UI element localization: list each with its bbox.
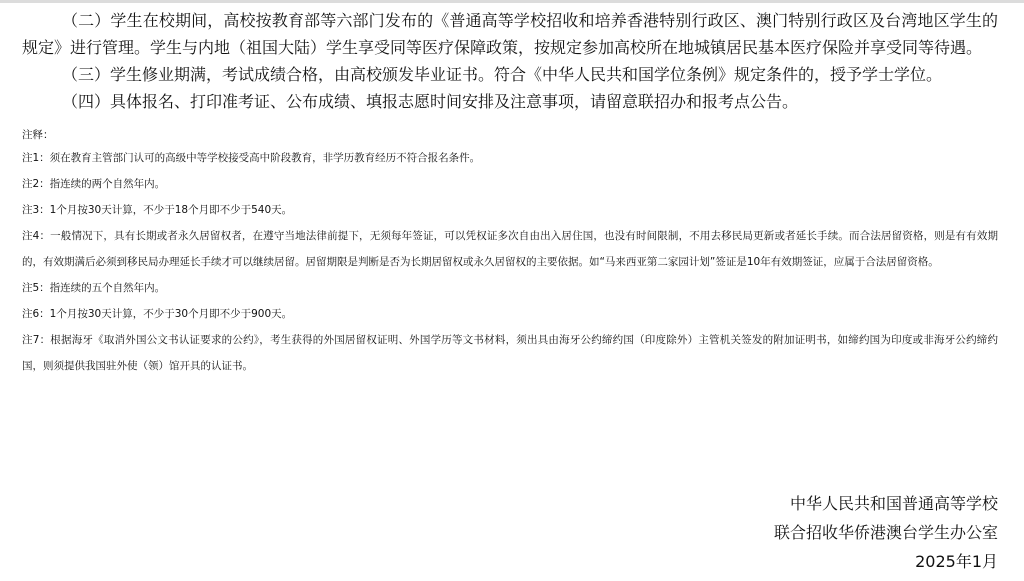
- notes-title: 注释：: [22, 129, 54, 141]
- paragraph-2: （二）学生在校期间，高校按教育部等六部门发布的《普通高等学校招收和培养香港特别行政区、澳门特别行政区及台湾地区学生的规定》进行管理。学生与内地（祖国大陆）学生享受同等医疗保障政策，按规定参加高校所在地城镇居民基本医疗保险并享受同等待遇。: [22, 11, 998, 57]
- note-7: 注7：根据海牙《取消外国公文书认证要求的公约》，考生获得的外国居留权证明、外国学历等文书材料，须出具由海牙公约缔约国（印度除外）主管机关签发的附加证明书，如缔约国为印度或非海牙公约缔约国，则须提供我国驻外使（领）馆开具的认证书。: [22, 334, 998, 372]
- note-2: 注2：指连续的两个自然年内。: [22, 178, 166, 190]
- note-4: 注4：一般情况下，具有长期或者永久居留权者，在遵守当地法律前提下，无须每年签证，可以凭权证多次自由出入居住国，也没有时间限制，不用去移民局更新或者延长手续。而合法居留资格，则是有有效期的，有效期满后必须到移民局办理延长手续才可以继续居留。居留期限是判断是否为长期居留权或永久居留权的主要依据。如“马来西亚第二家园计划”签证是10年有效期签证，应属于合法居留资格。: [22, 230, 998, 268]
- signature-org-line-2: 联合招收华侨港澳台学生办公室: [773, 523, 998, 542]
- signature-date: 2025年1月: [915, 552, 998, 571]
- paragraph-4: （四）具体报名、打印准考证、公布成绩、填报志愿时间安排及注意事项，请留意联招办和报考点公告。: [62, 92, 799, 111]
- note-5: 注5：指连续的五个自然年内。: [22, 282, 166, 294]
- note-6: 注6：1个月按30天计算，不少于30个月即不少于900天。: [22, 308, 293, 320]
- document-body: [22, 0, 998, 379]
- note-3: 注3：1个月按30天计算，不少于18个月即不少于540天。: [22, 204, 293, 216]
- signature-org-line-1: 中华人民共和国普通高等学校: [789, 494, 998, 513]
- note-1: 注1：须在教育主管部门认可的高级中等学校接受高中阶段教育，非学历教育经历不符合报名条件。: [22, 152, 481, 164]
- paragraph-3: （三）学生修业期满，考试成绩合格，由高校颁发毕业证书。符合《中华人民共和国学位条例》规定条件的，授予学士学位。: [62, 65, 943, 84]
